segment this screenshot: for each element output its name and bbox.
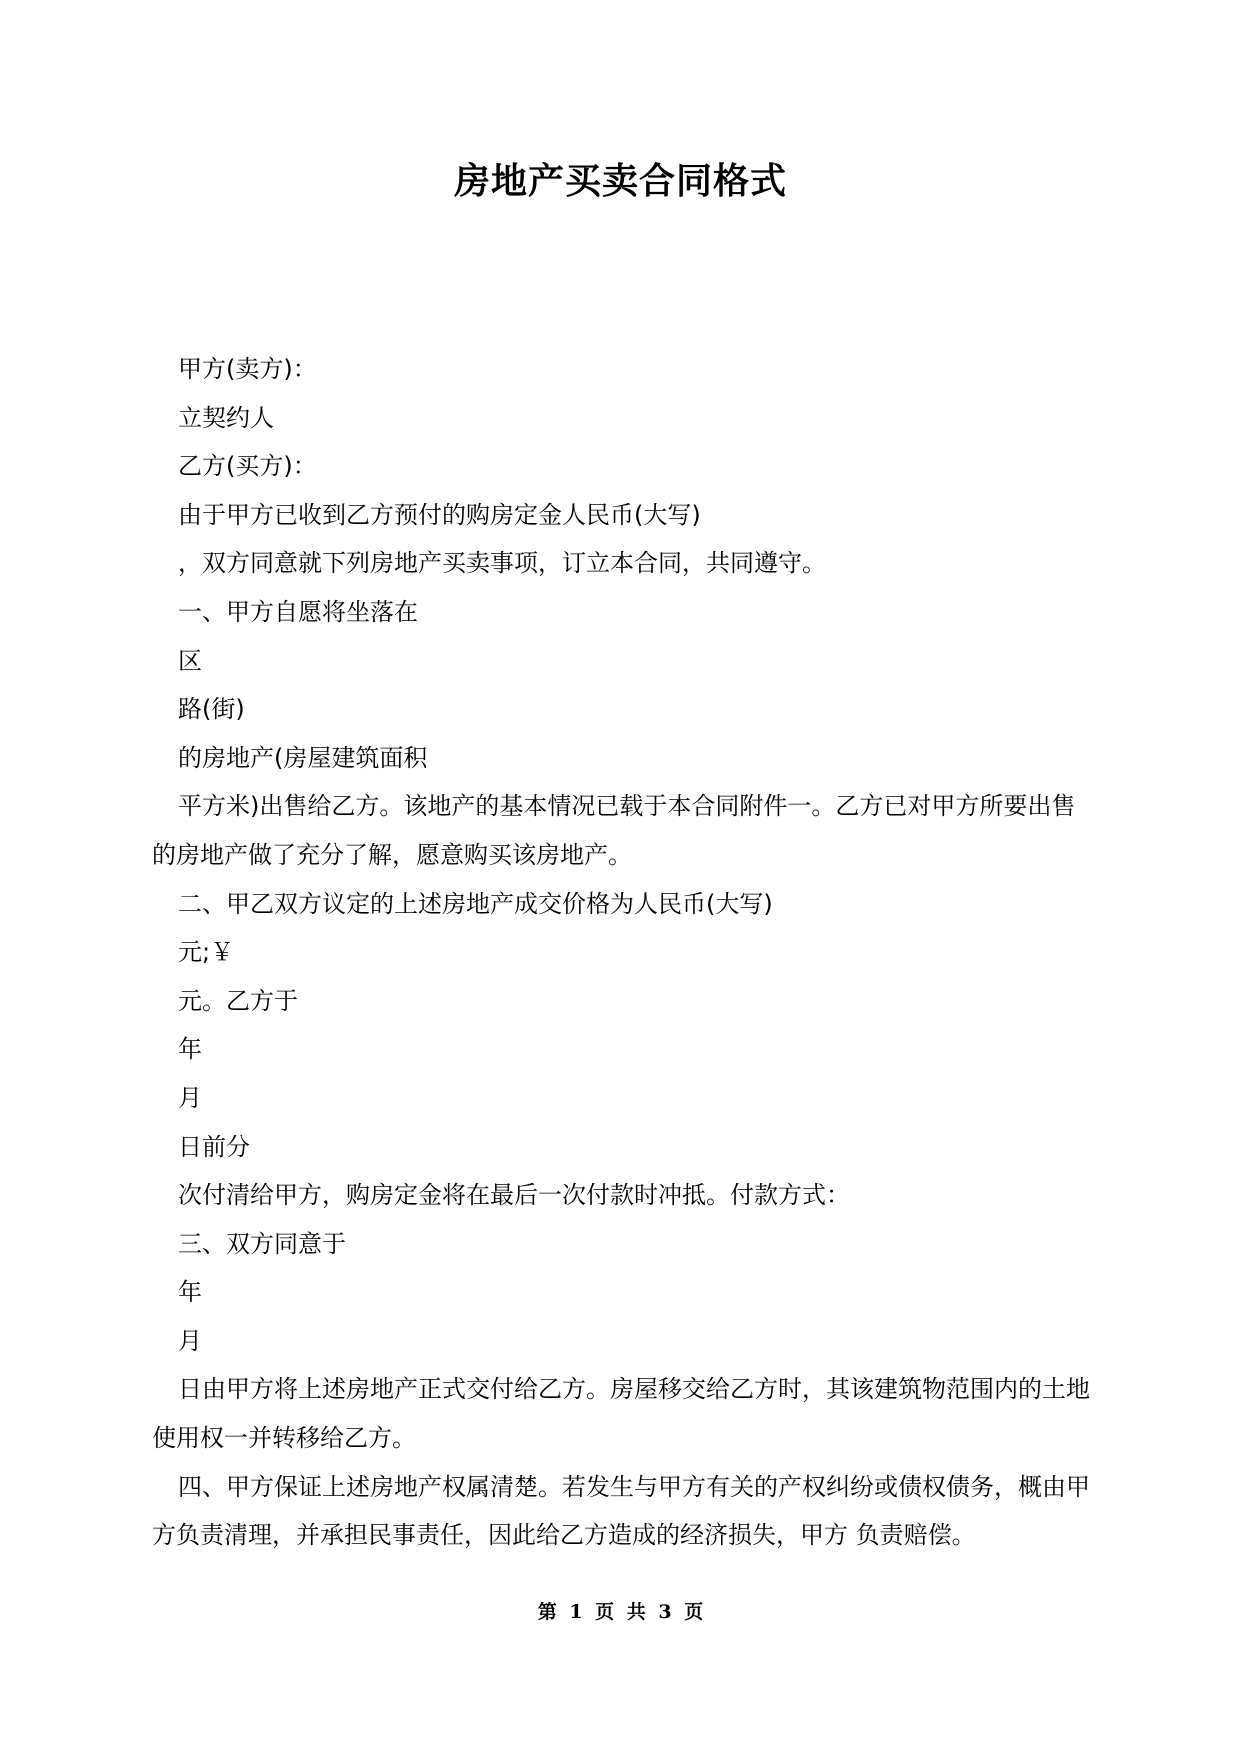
- paragraph: 平方米)出售给乙方。该地产的基本情况已载于本合同附件一。乙方已对甲方所要出售的房地产做了充分了解，愿意购买该房地产。: [152, 792, 1076, 869]
- paragraph: 立契约人: [178, 403, 274, 432]
- paragraph: 年: [178, 1035, 202, 1064]
- paragraph: 元;￥: [178, 938, 235, 967]
- paragraph: 次付清给甲方，购房定金将在最后一次付款时冲抵。付款方式：: [178, 1181, 850, 1210]
- paragraph: 的房地产(房屋建筑面积: [178, 743, 428, 772]
- paragraph: 日前分: [178, 1132, 250, 1161]
- paragraph: 由于甲方已收到乙方预付的购房定金人民币(大写): [178, 500, 701, 529]
- paragraph: 三、双方同意于: [178, 1229, 346, 1258]
- paragraph: 二、甲乙双方议定的上述房地产成交价格为人民币(大写): [178, 889, 773, 918]
- paragraph: 区: [178, 646, 202, 675]
- paragraph: 一、甲方自愿将坐落在: [178, 597, 418, 626]
- paragraph: 甲方(卖方)：: [178, 355, 317, 383]
- paragraph: 月: [178, 1083, 202, 1112]
- document-body: [152, 345, 1092, 1560]
- paragraph: 四、甲方保证上述房地产权属清楚。若发生与甲方有关的产权纠纷或债权债务，概由甲方负责清理，并承担民事责任，因此给乙方造成的经济损失，甲方 负责赔偿。: [152, 1472, 1090, 1550]
- page-number-footer: 第 1 页 共 3 页: [537, 1601, 704, 1623]
- paragraph: 乙方(买方)：: [178, 452, 317, 481]
- paragraph: 元。乙方于: [178, 986, 298, 1015]
- paragraph: 年: [178, 1278, 202, 1307]
- paragraph: 月: [178, 1326, 202, 1355]
- paragraph: 日由甲方将上述房地产正式交付给乙方。房屋移交给乙方时，其该建筑物范围内的土地使用权一并转移给乙方。: [152, 1375, 1090, 1453]
- paragraph: ，双方同意就下列房地产买卖事项，订立本合同，共同遵守。: [178, 549, 826, 578]
- paragraph: 路(街): [178, 695, 245, 724]
- document-title: 房地产买卖合同格式: [453, 161, 787, 202]
